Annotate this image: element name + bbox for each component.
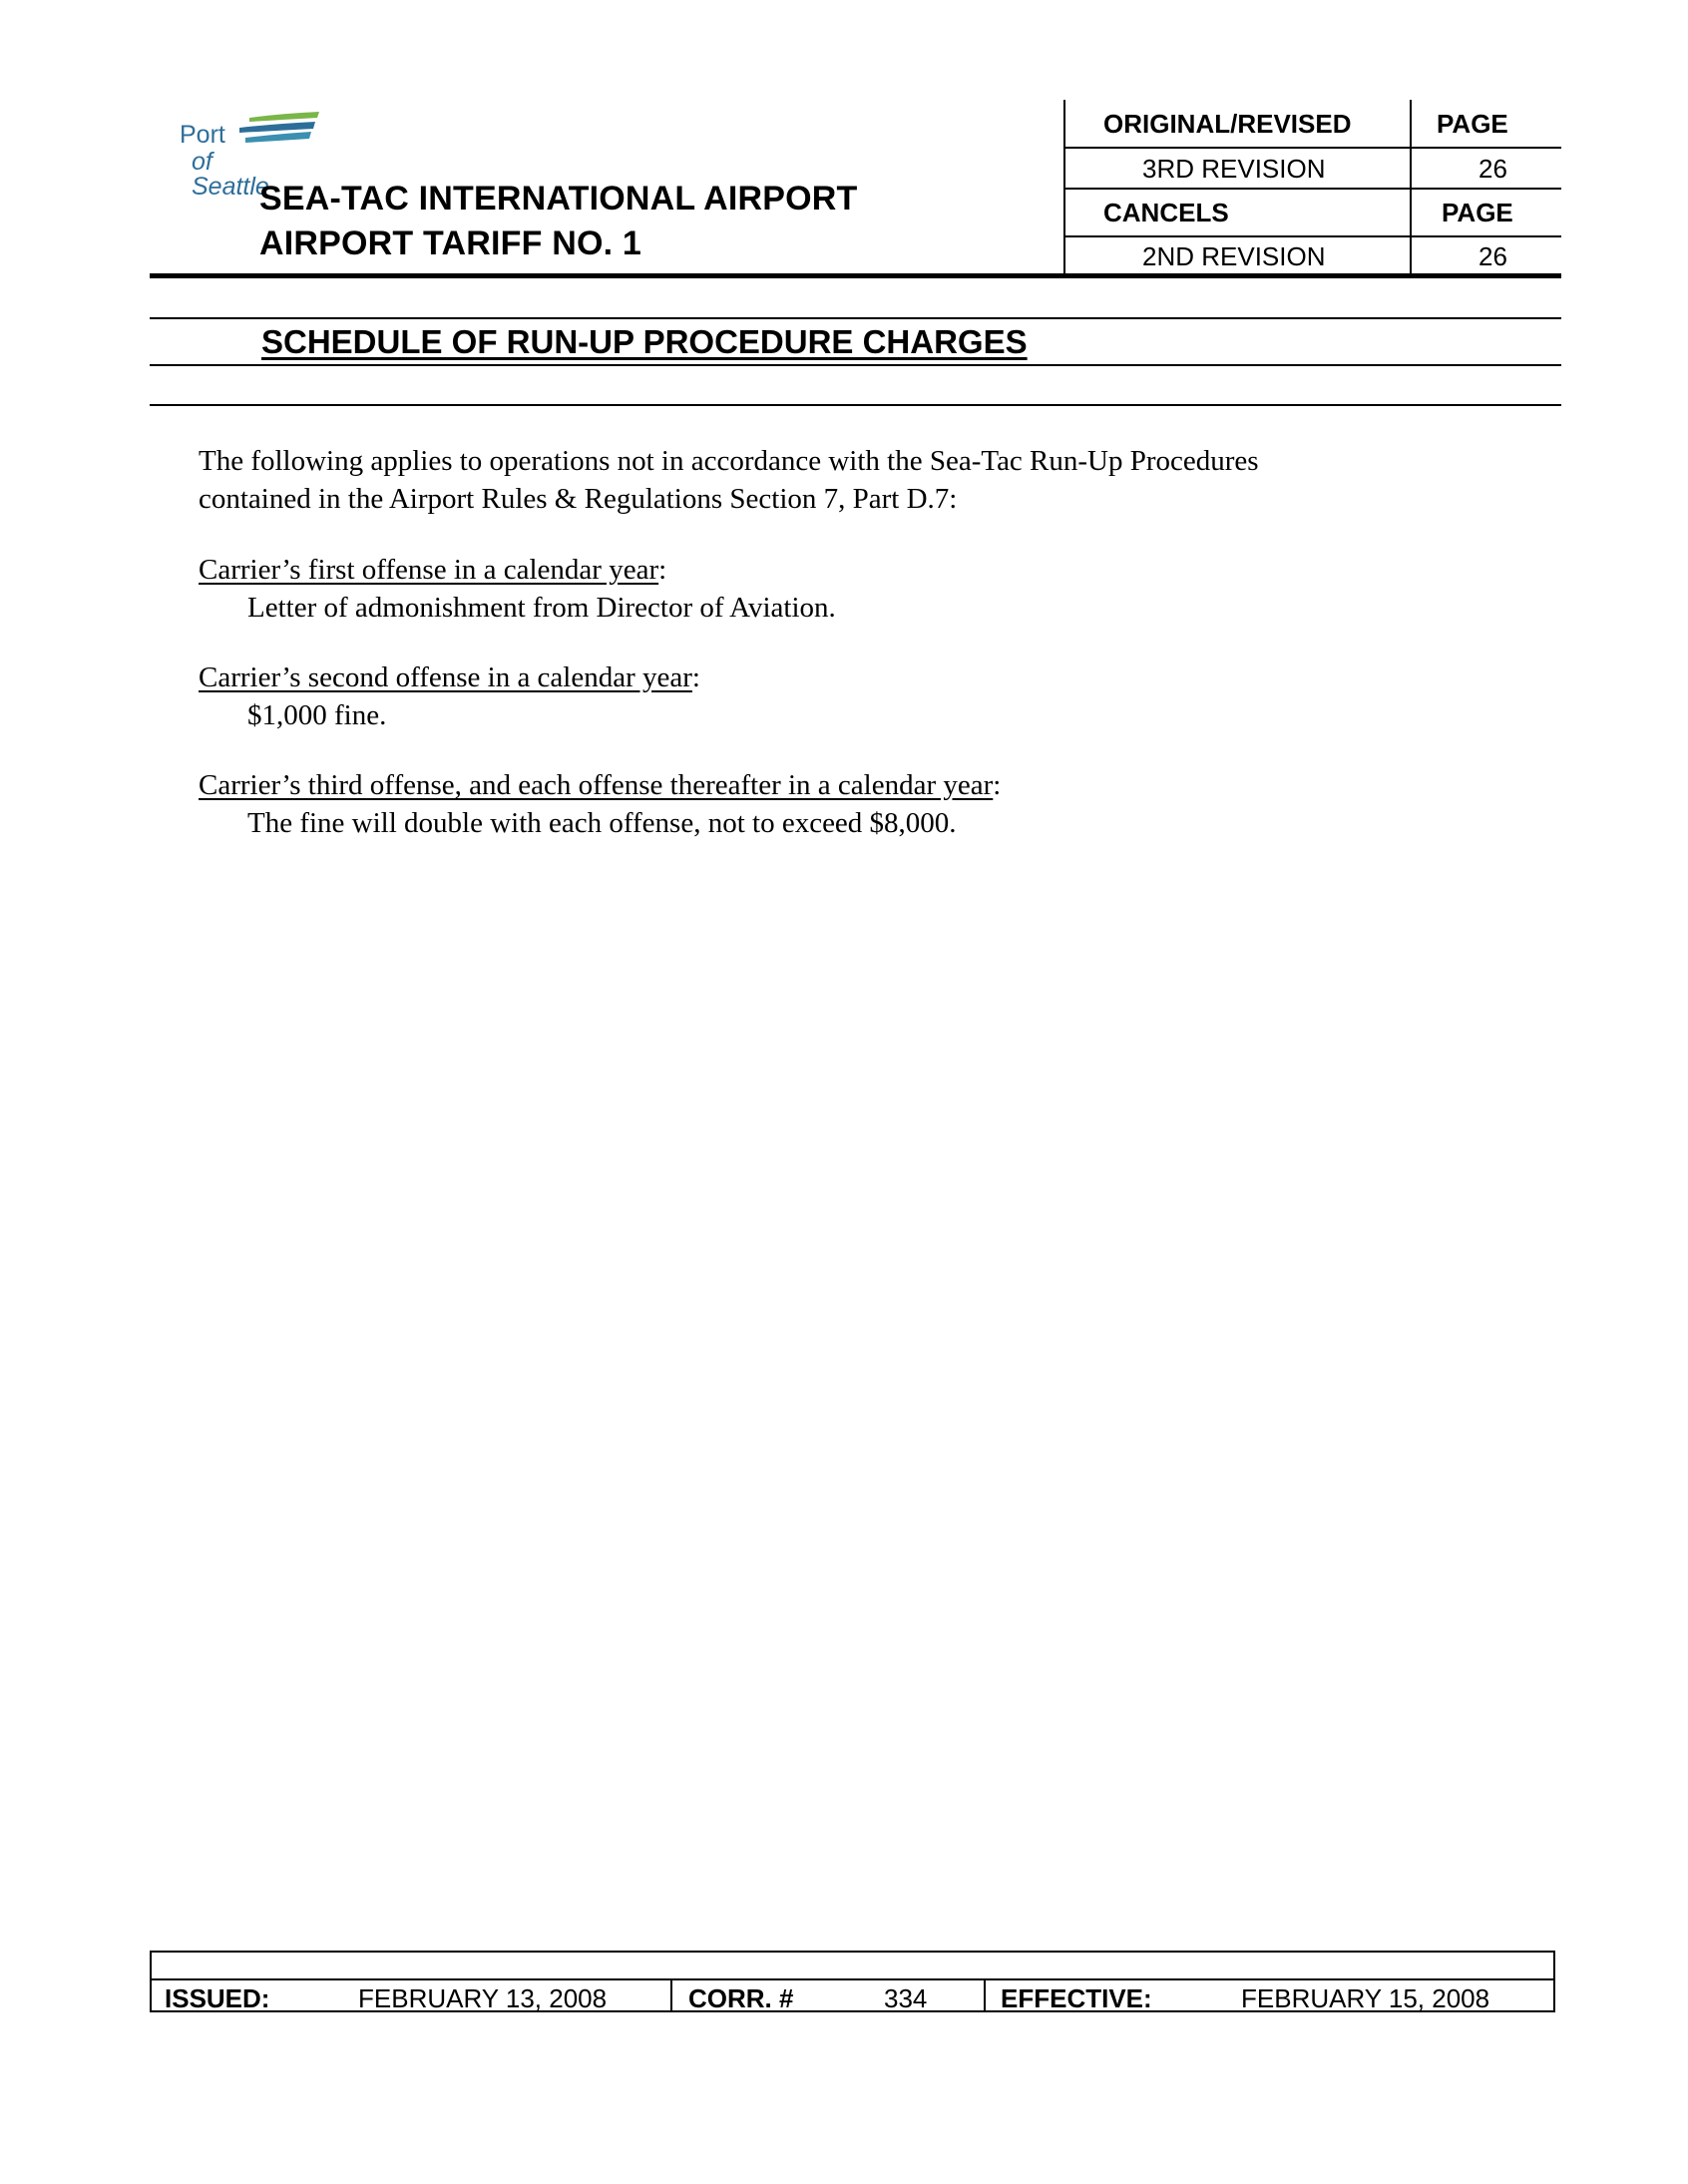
offense-penalty: $1,000 fine. [247,699,387,731]
offense-heading: Carrier’s first offense in a calendar year: [199,554,667,586]
offense-heading: Carrier’s second offense in a calendar year: [199,661,700,693]
section-rule-middle [150,364,1561,366]
logo-seattle-text: of Seattle [192,148,269,201]
intro-line-1: The following applies to operations not in accordance with the Sea-Tac Run-Up Procedures [199,445,1259,477]
intro-line-2: contained in the Airport Rules & Regulations Section 7, Part D.7: [199,483,958,515]
offense-penalty: Letter of admonishment from Director of Aviation. [247,592,836,624]
airport-title: SEA-TAC INTERNATIONAL AIRPORT [259,180,858,218]
tariff-title: AIRPORT TARIFF NO. 1 [259,224,642,262]
footer-divider [150,1978,1555,1980]
header-rule [150,273,1561,278]
cancelled-revision: 2ND REVISION [1142,241,1326,271]
section-heading: SCHEDULE OF RUN-UP PROCEDURE CHARGES [261,323,1028,360]
original-revised-header: ORIGINAL/REVISED [1103,109,1352,139]
section-rule-bottom [150,404,1561,406]
cancelled-page: 26 [1478,241,1507,271]
logo-port-text: Port [180,121,225,149]
table-divider [1063,235,1561,237]
section-rule-top [150,317,1561,319]
cancels-label: CANCELS [1103,198,1229,227]
effective-label: EFFECTIVE: [1001,1983,1152,2013]
table-divider [1063,188,1561,190]
issued-label: ISSUED: [165,1983,270,2013]
table-divider [1410,100,1412,273]
footer-divider [984,1978,986,2012]
corr-number: 334 [884,1983,928,2013]
corr-label: CORR. # [688,1983,794,2013]
table-divider [1063,147,1561,149]
offense-penalty: The fine will double with each offense, not to exceed $8,000. [247,807,957,839]
issued-date: FEBRUARY 13, 2008 [358,1983,608,2013]
offense-heading-text: Carrier’s third offense, and each offense thereafter in a calendar year [199,769,994,801]
offense-heading: Carrier’s third offense, and each offense thereafter in a calendar year: [199,769,1002,801]
offense-heading-text: Carrier’s second offense in a calendar year [199,661,692,693]
offense-heading-text: Carrier’s first offense in a calendar year [199,554,659,586]
cancels-page-label: PAGE [1442,198,1513,227]
page-header: PAGE [1437,109,1508,139]
table-divider [1063,100,1065,273]
current-page: 26 [1478,154,1507,184]
effective-date: FEBRUARY 15, 2008 [1241,1983,1490,2013]
current-revision: 3RD REVISION [1142,154,1326,184]
footer-divider [670,1978,672,2012]
logo-wave-icon [235,112,321,150]
